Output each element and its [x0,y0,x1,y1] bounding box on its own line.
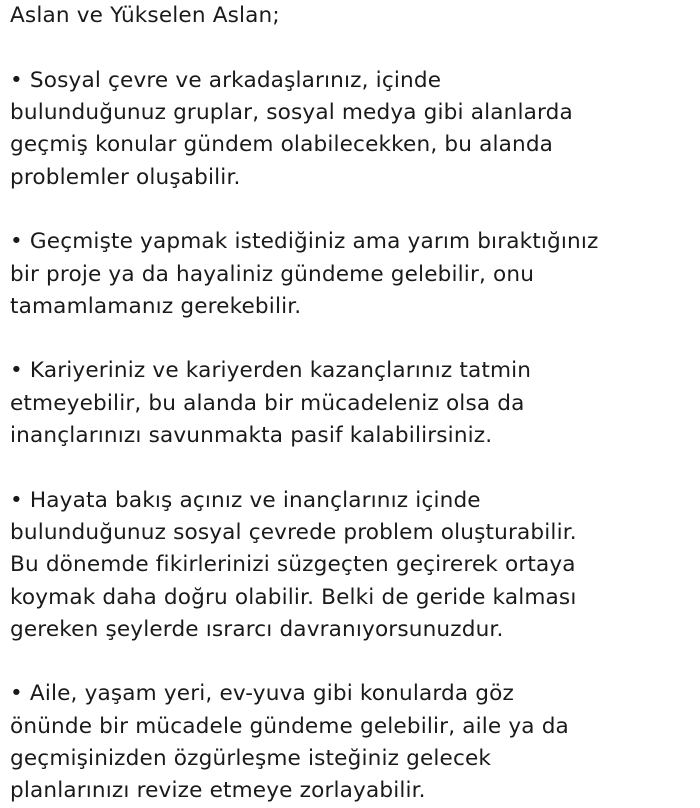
text-line: bulunduğunuz gruplar, sosyal medya gibi alanlarda [10,100,573,126]
paragraph-past-projects [10,226,696,323]
text-line: önünde bir mücadele gündeme gelebilir, aile ya da [10,713,569,739]
text-line: • Aile, yaşam yeri, ev-yuva gibi konularda göz [10,681,514,707]
text-line: • Hayata bakış açınız ve inançlarınız içinde [10,487,481,513]
paragraph-social-circle [10,65,696,194]
text-line: geçmişinizden özgürleşme isteğiniz gelecek [10,746,492,772]
text-line: inançlarınızı savunmakta pasif kalabilirsiniz. [10,423,493,449]
paragraph-family-home [10,678,696,807]
text-line: planlarınızı revize etmeye zorlayabilir. [10,778,426,804]
text-line: • Kariyeriniz ve kariyerden kazançlarınız tatmin [10,358,532,384]
text-line: bir proje ya da hayaliniz gündeme gelebilir, onu [10,261,535,287]
text-line: etmeyebilir, bu alanda bir mücadeleniz olsa da [10,390,525,416]
document-body [10,0,696,808]
text-line: tamamlamanız gerekebilir. [10,293,302,319]
text-line: koymak daha doğru olabilir. Belki de geride kalması [10,584,577,610]
text-line: Bu dönemde fikirlerinizi süzgeçten geçirerek ortaya [10,552,576,578]
text-line: • Geçmişte yapmak istediğiniz ama yarım bıraktığınız [10,229,599,255]
text-line: • Sosyal çevre ve arkadaşlarınız, içinde [10,67,442,93]
text-line: problemler oluşabilir. [10,164,241,190]
paragraph-beliefs [10,485,696,646]
paragraph-career [10,355,696,452]
document-title: Aslan ve Yükselen Aslan; [10,3,280,28]
text-line: geçmiş konular gündem olabilecekken, bu alanda [10,132,554,158]
text-line: bulunduğunuz sosyal çevrede problem oluşturabilir. [10,519,577,545]
text-line: gereken şeylerde ısrarcı davranıyorsunuzdur. [10,616,504,642]
